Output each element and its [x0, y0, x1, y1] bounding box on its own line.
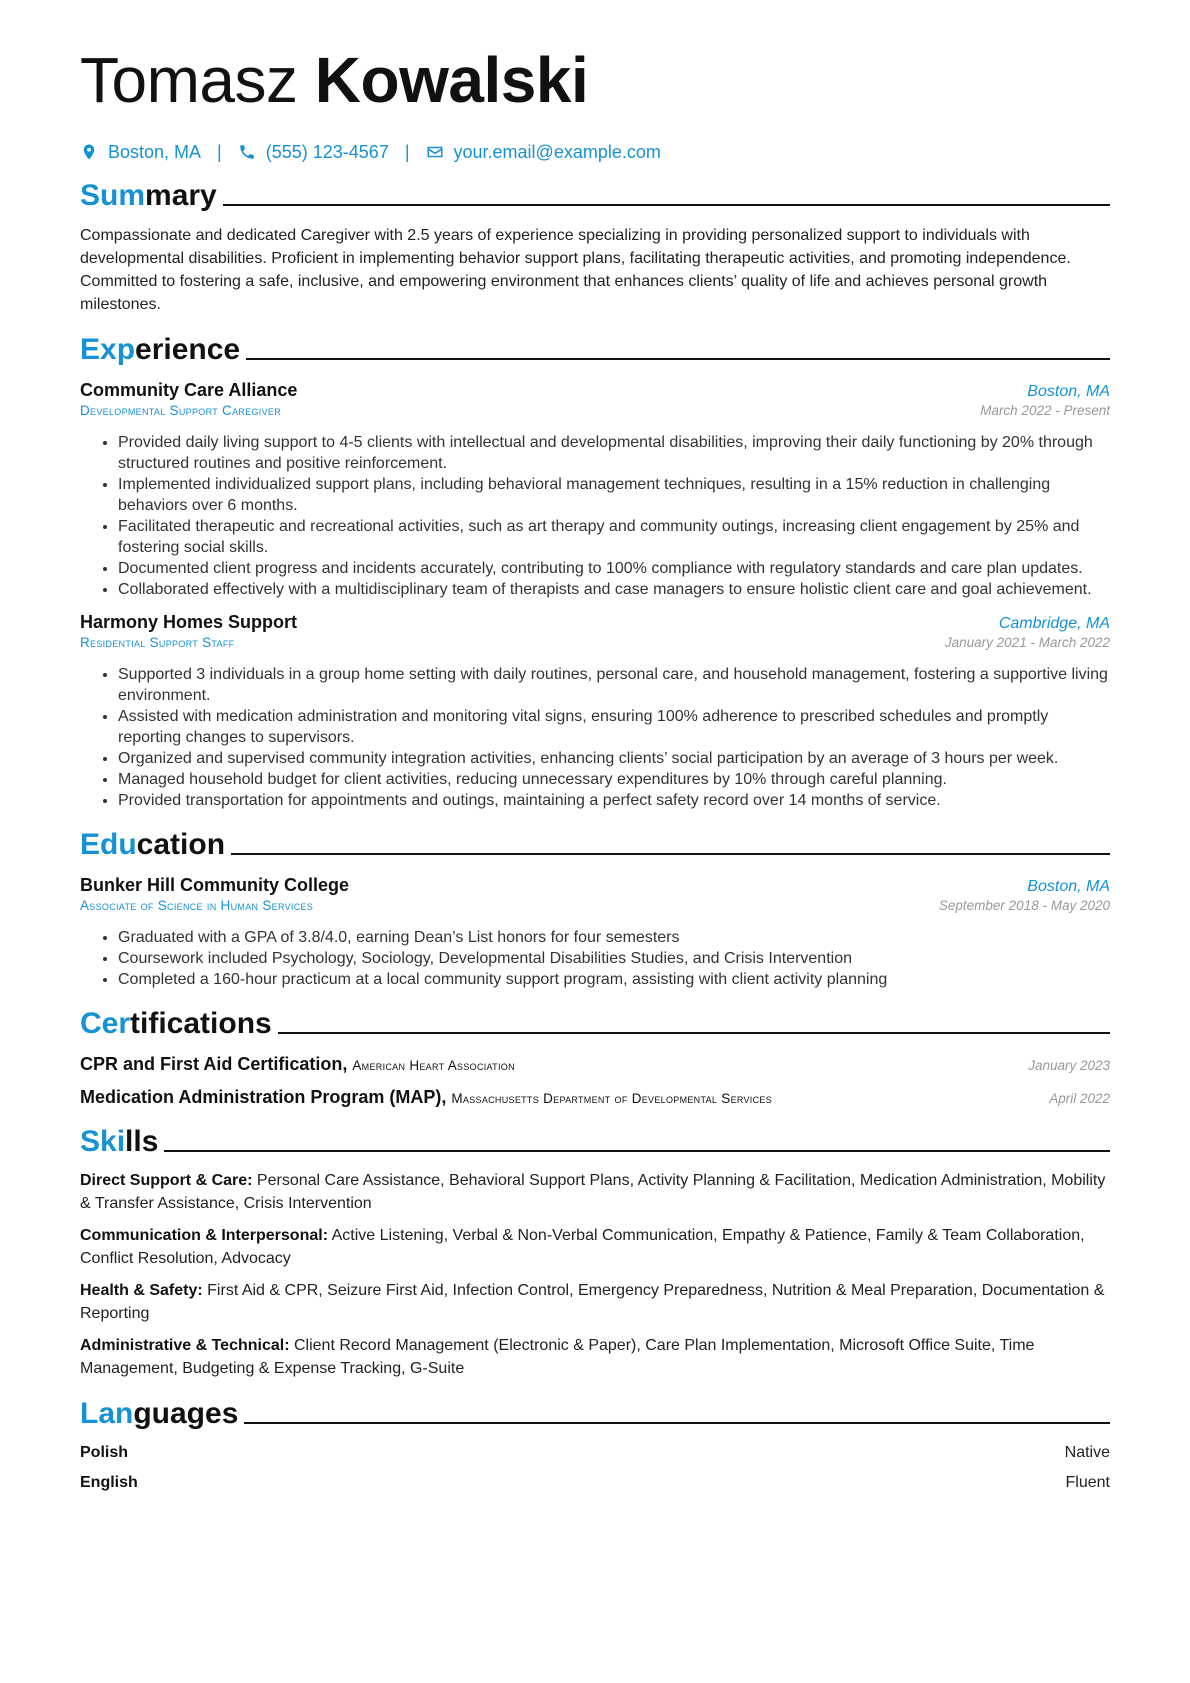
- skill-group: [80, 1169, 1110, 1215]
- education-dates: September 2018 - May 2020: [938, 898, 1110, 913]
- skill-text: Client Record Management (Electronic & Paper), Care Plan Implementation, Microsoft Office Suite, Time Management, Budgeting & Expense Tracking, G-Suite: [80, 1337, 1035, 1377]
- envelope-icon: [426, 143, 444, 161]
- email-text: your.email@example.com: [453, 141, 661, 162]
- skill-label: Communication & Interpersonal:: [80, 1227, 329, 1244]
- school-name: Bunker Hill Community College: [80, 875, 350, 895]
- location-text: Boston, MA: [108, 141, 202, 162]
- job-entry: [80, 612, 1110, 811]
- education-entry: [80, 875, 1110, 990]
- skill-label: Health & Safety:: [80, 1282, 203, 1299]
- summary-section: [80, 174, 1110, 316]
- job-entry: [80, 380, 1110, 600]
- languages-section: [80, 1392, 1110, 1492]
- section-header: [80, 174, 1110, 214]
- section-title: Skills: [80, 1125, 159, 1158]
- list-item: • Provided transportation for appointments and outings, maintaining a perfect safety record over 14 months of service.: [118, 790, 1110, 811]
- section-header: [80, 1392, 1110, 1432]
- list-item: • Managed household budget for client activities, reducing unnecessary expenditures by 10% through careful planning.: [118, 769, 1110, 790]
- skill-group: [80, 1279, 1110, 1325]
- section-divider: [231, 853, 1110, 855]
- degree: Associate of Science in Human Services: [80, 898, 314, 913]
- list-item: • Provided daily living support to 4-5 clients with intellectual and developmental disabilities, improving their daily functioning by 20% through structured routines and positive reinforcement.: [118, 432, 1110, 474]
- section-divider: [223, 204, 1110, 206]
- certification-date: January 2023: [1028, 1058, 1110, 1073]
- phone-text: (555) 123-4567: [265, 141, 389, 162]
- certification-item: Medication Administration Program (MAP), Massachusetts Department of Developmental Services April 2022: [80, 1087, 1110, 1107]
- first-name: Tomasz: [80, 44, 298, 116]
- phone-icon: [238, 143, 256, 161]
- contact-phone[interactable]: [238, 142, 389, 163]
- language-name: Polish: [80, 1444, 129, 1461]
- list-item: • Supported 3 individuals in a group home setting with daily routines, personal care, and household management, fostering a supportive living environment.: [118, 664, 1110, 706]
- section-title: Experience: [80, 333, 241, 366]
- job-dates: January 2021 - March 2022: [944, 635, 1110, 650]
- section-header: [80, 328, 1110, 368]
- education-bullets: [80, 927, 1110, 990]
- job-title: Residential Support Staff: [80, 635, 235, 650]
- certifications-section: [80, 1002, 1110, 1108]
- skill-label: Direct Support & Care:: [80, 1172, 253, 1189]
- certification-item: CPR and First Aid Certification, American Heart Association January 2023: [80, 1054, 1110, 1074]
- list-item: • Assisted with medication administration and monitoring vital signs, ensuring 100% adherence to prescribed schedules and promptly reporting changes to supervisors.: [118, 706, 1110, 748]
- section-header: [80, 823, 1110, 863]
- summary-text: Compassionate and dedicated Caregiver with 2.5 years of experience specializing in providing personalized support to individuals with developmental disabilities. Proficient in implementing behavior support plans, facilitating therapeutic activities, and promoting independence. Committed to fostering a safe, inclusive, and empowering environment that enhances clients’ quality of life and achieves personal growth milestones.: [80, 227, 1071, 313]
- skill-text: Personal Care Assistance, Behavioral Support Plans, Activity Planning & Facilitation, Medication Administration, Mobility & Transfer Assistance, Crisis Intervention: [80, 1172, 1106, 1212]
- skill-text: First Aid & CPR, Seizure First Aid, Infection Control, Emergency Preparedness, Nutrition & Meal Preparation, Documentation & Reporting: [80, 1282, 1105, 1322]
- list-item: • Implemented individualized support plans, including behavioral management techniques, resulting in a 15% reduction in challenging behaviors over 6 months.: [118, 474, 1110, 516]
- education-section: [80, 823, 1110, 990]
- language-item: [80, 1474, 1110, 1492]
- list-item: • Organized and supervised community integration activities, enhancing clients’ social participation by an average of 3 hours per week.: [118, 748, 1110, 769]
- employer-name: Community Care Alliance: [80, 380, 298, 400]
- section-title: Summary: [80, 179, 217, 212]
- experience-section: [80, 328, 1110, 811]
- school-location: Boston, MA: [1027, 878, 1110, 895]
- skills-section: [80, 1120, 1110, 1380]
- list-item: • Graduated with a GPA of 3.8/4.0, earning Dean’s List honors for four semesters: [118, 927, 1110, 948]
- list-item: • Documented client progress and incidents accurately, contributing to 100% compliance with regulatory standards and care plan updates.: [118, 558, 1110, 579]
- map-pin-icon: [80, 143, 98, 161]
- skill-group: [80, 1334, 1110, 1380]
- language-name: English: [80, 1474, 138, 1491]
- certification-issuer: Massachusetts Department of Developmental Services: [451, 1091, 773, 1106]
- section-divider: [278, 1032, 1110, 1034]
- job-location: Boston, MA: [1027, 383, 1110, 400]
- employer-name: Harmony Homes Support: [80, 612, 298, 632]
- job-dates: March 2022 - Present: [980, 403, 1110, 418]
- language-item: [80, 1444, 1110, 1462]
- section-title: Languages: [80, 1397, 239, 1430]
- list-item: • Collaborated effectively with a multidisciplinary team of therapists and case managers to ensure holistic client care and goal achievement.: [118, 579, 1110, 600]
- skill-group: [80, 1224, 1110, 1270]
- job-title: Developmental Support Caregiver: [80, 403, 282, 418]
- job-bullets: [80, 664, 1110, 811]
- contact-bar: [80, 138, 1110, 166]
- language-level: Native: [1064, 1444, 1110, 1461]
- contact-separator: |: [404, 141, 410, 162]
- certification-title: Medication Administration Program (MAP): [80, 1087, 442, 1107]
- section-header: [80, 1002, 1110, 1042]
- section-divider: [244, 1422, 1110, 1424]
- language-level: Fluent: [1065, 1474, 1110, 1491]
- contact-separator: |: [217, 141, 222, 162]
- certification-title: CPR and First Aid Certification: [80, 1054, 343, 1074]
- job-bullets: [80, 432, 1110, 600]
- skill-text: Active Listening, Verbal & Non-Verbal Communication, Empathy & Patience, Family & Team Collaboration, Conflict Resolution, Advocacy: [80, 1227, 1085, 1267]
- section-title: Certifications: [80, 1007, 272, 1040]
- section-divider: [164, 1150, 1110, 1152]
- candidate-name: [80, 38, 1110, 122]
- section-title: Education: [80, 828, 226, 861]
- list-item: • Completed a 160-hour practicum at a local community support program, assisting with client activity planning: [118, 969, 1110, 990]
- contact-location: [80, 142, 201, 163]
- contact-email[interactable]: [426, 142, 661, 163]
- job-location: Cambridge, MA: [998, 615, 1110, 632]
- last-name: Kowalski: [314, 44, 589, 116]
- section-header: [80, 1120, 1110, 1160]
- certification-date: April 2022: [1049, 1091, 1110, 1106]
- skill-label: Administrative & Technical:: [80, 1337, 290, 1354]
- list-item: • Coursework included Psychology, Sociology, Developmental Disabilities Studies, and Crisis Intervention: [118, 948, 1110, 969]
- section-divider: [246, 358, 1110, 360]
- certification-issuer: American Heart Association: [352, 1058, 515, 1073]
- list-item: • Facilitated therapeutic and recreational activities, such as art therapy and community outings, increasing client engagement by 25% and fostering social skills.: [118, 516, 1110, 558]
